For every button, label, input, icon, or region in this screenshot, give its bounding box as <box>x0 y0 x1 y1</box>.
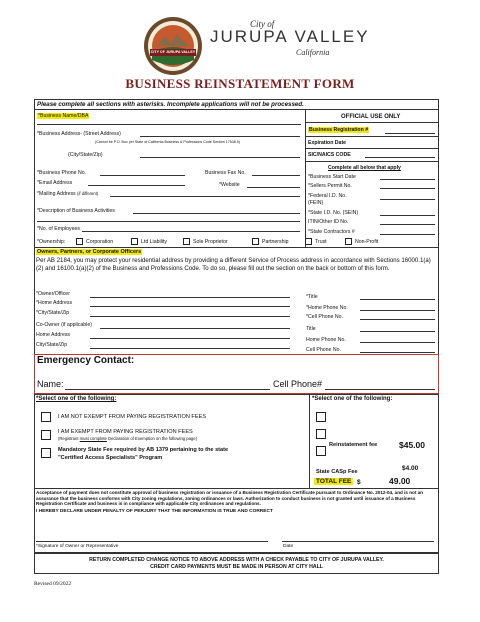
fein-label: (FEIN) <box>308 200 324 206</box>
co-home-address-field[interactable] <box>90 338 290 339</box>
mailing-address-field[interactable] <box>110 196 300 197</box>
description-label: *Description of Business Activities <box>37 208 115 214</box>
co-cell-phone-label: Cell Phone No. <box>306 347 341 353</box>
owner-home-phone-label: *Home Phone No. <box>306 305 348 311</box>
ownership-option: Ltd Liability <box>141 239 167 245</box>
sellers-permit-field[interactable] <box>380 188 435 189</box>
registration-number-field[interactable] <box>385 133 435 134</box>
ab2184-paragraph: Per AB 2184, you may protect your residential address by providing a different Service of Process address in accordance with Sections 16000.1(a)(2) and 16100.1(a)(2) of the Business and Professions Code. To do so, please fill out the section on the back or bottom of this form. <box>36 257 431 273</box>
ownership-option: Trust <box>315 239 327 245</box>
po-box-note: (Cannot be P.O. Box per State of California Business & Professions Code Section 17538.5) <box>95 140 240 144</box>
business-fax-label: Business Fax No. <box>205 170 246 176</box>
business-name-label: *Business Name/DBA <box>38 113 89 119</box>
itin-label: ITIN/Other ID No. <box>308 219 349 225</box>
right-option-checkbox-2[interactable] <box>316 429 326 439</box>
perjury-declaration: I HEREBY DECLARE UNDER PENALTY OF PERJURY THAT THE INFORMATION IS TRUE AND CORRECT <box>36 509 273 514</box>
reinstatement-fee-label: Reinstatement fee <box>329 442 378 448</box>
owner-officer-label: *Owner/Officer <box>36 291 70 297</box>
business-phone-field[interactable] <box>100 175 185 176</box>
itin-field[interactable] <box>380 224 435 225</box>
owner-city-state-zip-label: *City/State/Zip <box>36 310 70 316</box>
city-state-zip-field[interactable] <box>140 157 300 158</box>
co-cell-phone-field[interactable] <box>360 352 435 353</box>
emergency-name-label: Name: <box>37 379 64 389</box>
owners-heading: Owners, Partners, or Corporate Officers <box>37 249 142 255</box>
federal-id-label: *Federal I.D. No. <box>308 193 347 199</box>
seal-banner-text: CITY OF JURUPA VALLEY <box>150 50 196 54</box>
employees-label: *No. of Employees <box>37 226 80 232</box>
ownership-partnership-checkbox[interactable] <box>252 238 259 245</box>
owner-cell-phone-field[interactable] <box>360 319 435 320</box>
state-label: California <box>296 48 330 57</box>
total-currency: $ <box>357 479 361 486</box>
website-field[interactable] <box>247 187 300 188</box>
right-option-checkbox-1[interactable] <box>316 412 326 422</box>
sic-field[interactable] <box>365 157 435 158</box>
casp-label-line2: "Certified Access Specialists" Program <box>58 455 163 461</box>
owner-city-state-zip-field[interactable] <box>90 316 290 317</box>
footer-instructions-1: RETURN COMPLETED CHANGE NOTICE TO ABOVE ADDRESS WITH A CHECK PAYABLE TO CITY OF JURUPA VALLEY. <box>89 557 384 563</box>
emergency-name-field[interactable] <box>65 389 270 390</box>
exempt-label: I AM EXEMPT FROM PAYING REGISTRATION FEES <box>58 429 193 435</box>
owner-home-phone-field[interactable] <box>360 310 435 311</box>
business-registration-label: Business Registration # <box>309 127 369 133</box>
owner-title-field[interactable] <box>360 299 435 300</box>
email-label: *Email Address <box>37 180 73 186</box>
ownership-option: Sole Proprietor <box>193 239 228 245</box>
revised-date: Revised 09/2022 <box>34 581 72 587</box>
home-address-field[interactable] <box>90 306 290 307</box>
casp-label-line1: Mandatory State Fee required by AB 1379 pertaining to the state <box>58 447 229 453</box>
sellers-permit-label: *Sellers Permit No. <box>308 183 352 189</box>
date-label: Date <box>283 544 294 549</box>
ownership-sole-checkbox[interactable] <box>183 238 190 245</box>
co-home-phone-label: Home Phone No. <box>306 337 346 343</box>
co-owner-label: Co-Owner (if applicable) <box>36 322 92 328</box>
start-date-label: *Business Start Date <box>308 174 356 180</box>
signature-field[interactable] <box>36 541 268 542</box>
contractors-field[interactable] <box>380 234 435 235</box>
casp-checkbox[interactable] <box>41 448 51 458</box>
ownership-option: Partnership <box>262 239 289 245</box>
expiration-date-label: Expiration Date <box>308 140 347 146</box>
business-address-field[interactable] <box>140 136 300 137</box>
federal-id-field[interactable] <box>380 199 435 200</box>
select-left-heading: *Select one of the following: <box>36 396 117 402</box>
description-field[interactable] <box>133 213 300 214</box>
co-title-field[interactable] <box>360 331 435 332</box>
ownership-option: Corporation <box>86 239 114 245</box>
date-field[interactable] <box>282 541 434 542</box>
business-fax-field[interactable] <box>252 175 300 176</box>
city-of-label: City of <box>250 19 275 29</box>
ownership-option: Non-Profit <box>355 239 379 245</box>
reinstatement-fee-amount: $45.00 <box>399 440 425 450</box>
footer-instructions-2: CREDIT CARD PAYMENTS MUST BE MADE IN PERSON AT CITY HALL <box>150 564 323 570</box>
ownership-nonprofit-checkbox[interactable] <box>345 238 352 245</box>
state-id-field[interactable] <box>380 215 435 216</box>
complete-all-heading: Complete all below that apply <box>328 165 401 171</box>
employees-field[interactable] <box>82 231 300 232</box>
ownership-trust-checkbox[interactable] <box>305 238 312 245</box>
co-home-phone-field[interactable] <box>360 342 435 343</box>
owner-officer-field[interactable] <box>90 297 290 298</box>
mailing-address-label: *Mailing Address (if different) <box>37 191 99 197</box>
emergency-cell-label: Cell Phone# <box>273 379 323 389</box>
emergency-cell-field[interactable] <box>325 389 435 390</box>
ownership-corporation-checkbox[interactable] <box>76 238 83 245</box>
business-address-label: *Business Address- (Street Address) <box>37 131 121 137</box>
casp-fee-amount: $4.00 <box>402 465 419 472</box>
home-address-label: *Home Address <box>36 300 73 306</box>
not-exempt-checkbox[interactable] <box>41 412 51 422</box>
co-city-state-zip-field[interactable] <box>90 348 290 349</box>
signature-label: *Signature of Owner or Representative <box>36 544 119 549</box>
co-owner-field[interactable] <box>100 328 290 329</box>
co-home-address-label: Home Address <box>36 332 71 338</box>
owner-title-label: *Title <box>306 294 318 300</box>
co-title-label: Title <box>306 326 316 332</box>
sic-naics-label: SIC/NAICS CODE <box>308 152 351 158</box>
business-phone-label: *Business Phone No. <box>37 170 87 176</box>
right-option-checkbox-3[interactable] <box>316 446 326 456</box>
official-use-title: OFFICIAL USE ONLY <box>341 114 401 120</box>
ownership-llc-checkbox[interactable] <box>131 238 138 245</box>
casp-fee-label: State CASp Fee <box>316 469 358 475</box>
acceptance-text: Acceptance of payment does not constitute approval of business registration or issuance of a Business Registration Certificate pursuant to Ordinance No. 2012-04, and is not an assurance that the business conforms with City zoning regulations, zoning ordinances or laws. Authorization to conduct business is not granted until issuance of a Business Registration Certificate and business is in compliance with applicable City ordinances and regulations. <box>36 490 423 507</box>
emergency-heading: Emergency Contact: <box>37 355 135 366</box>
city-seal <box>143 16 203 76</box>
website-label: *Website <box>219 182 240 188</box>
exempt-note: (Registrant must complete Declaration of Exemption on the following page) <box>58 436 197 441</box>
total-fee-label: TOTAL FEE <box>316 478 352 485</box>
ownership-label: *Ownership: <box>37 239 66 245</box>
city-name: JURUPA VALLEY <box>210 27 370 46</box>
start-date-field[interactable] <box>380 179 435 180</box>
exempt-checkbox[interactable] <box>41 430 51 440</box>
form-title: BUSINESS REINSTATEMENT FORM <box>125 76 355 91</box>
owner-cell-phone-label: *Cell Phone No. <box>306 314 343 320</box>
total-fee-amount: 49.00 <box>389 476 411 486</box>
co-city-state-zip-label: City/State/Zip <box>36 342 68 348</box>
city-state-zip-label: (City/State/Zip) <box>68 152 103 158</box>
email-field[interactable] <box>88 185 185 186</box>
business-name-field[interactable] <box>37 124 301 125</box>
not-exempt-label: I AM NOT EXEMPT FROM PAYING REGISTRATION FEES <box>58 414 207 420</box>
state-id-label: *State I.D. No. (SEIN) <box>308 210 359 216</box>
select-right-heading: *Select one of the following: <box>312 396 393 402</box>
state-contractors-label: *State Contractors # <box>308 229 355 235</box>
instructions-notice: Please complete all sections with asterisks. Incomplete applications will not be processed. <box>37 101 304 108</box>
